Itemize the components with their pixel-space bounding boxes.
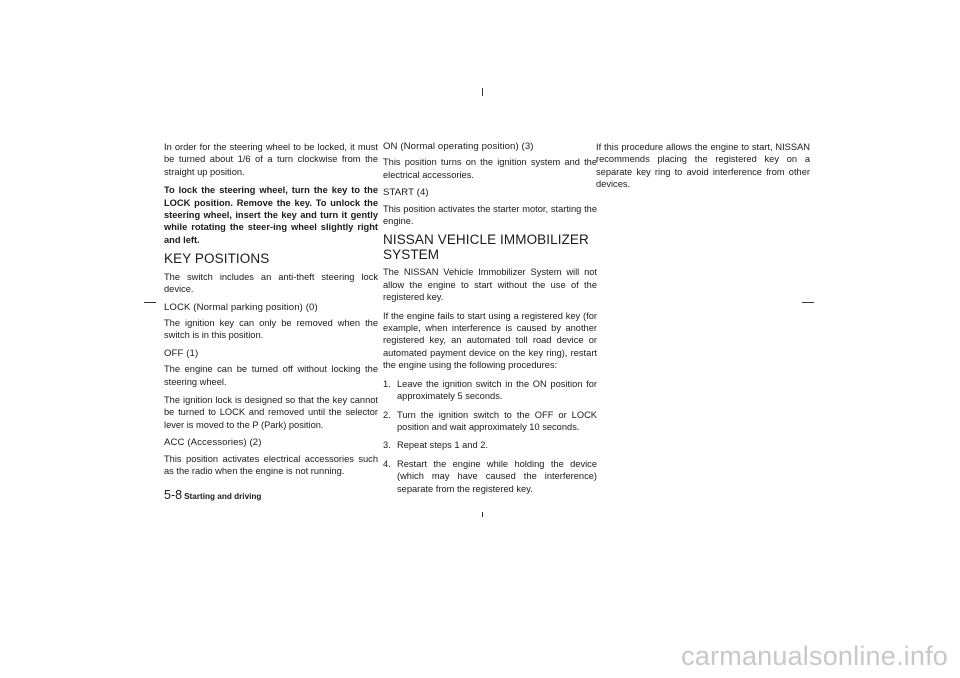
off-position-paragraph-1: The engine can be turned off without locking the steering wheel.: [164, 364, 378, 387]
on-position-subheading: ON (Normal operating position) (3): [383, 141, 534, 152]
crop-mark-right: [802, 302, 814, 303]
crop-mark-left: [144, 302, 156, 303]
recommendation-paragraph: If this procedure allows the engine to start, NISSAN recommends placing the registered key on a separate key ring to avoid interference from other devices.: [596, 142, 810, 190]
page-footer: [164, 488, 261, 502]
lock-position-subheading: LOCK (Normal parking position) (0): [164, 301, 318, 313]
restart-procedure-list: [383, 378, 597, 495]
list-item: [383, 458, 597, 495]
step-number: 1.: [383, 378, 391, 389]
off-position-paragraph-2: The ignition lock is designed so that the key cannot be turned to LOCK and removed until the selector lever is moved to the P (Park) position.: [164, 395, 378, 430]
immobilizer-heading: NISSAN VEHICLE IMMOBILIZER SYSTEM: [383, 232, 589, 262]
steering-lock-paragraph: In order for the steering wheel to be locked, it must be turned about 1/6 of a turn clockwise from the straight up position.: [164, 142, 378, 177]
text-column-3: [596, 141, 810, 197]
list-item: [383, 439, 597, 451]
list-item: [383, 378, 597, 403]
immobilizer-paragraph-1: The NISSAN Vehicle Immobilizer System will not allow the engine to start without the use of the registered key.: [383, 267, 597, 303]
lock-instructions-paragraph: To lock the steering wheel, turn the key to the LOCK position. Remove the key. To unlock the steering wheel, insert the key and turn it gently while rotating the steer-ing wheel slightly right and left.: [164, 185, 378, 245]
crop-mark-top: [482, 88, 483, 96]
on-position-paragraph: This position turns on the ignition system and the electrical accessories.: [383, 157, 597, 180]
step-text: Repeat steps 1 and 2.: [397, 440, 488, 451]
immobilizer-paragraph-2: If the engine fails to start using a registered key (for example, when interference is caused by another registered key, an automated toll road device or automated payment device on the key ring), restart the engine using the following procedures:: [383, 310, 597, 371]
switch-description-paragraph: The switch includes an anti-theft steering lock device.: [164, 271, 378, 295]
list-item: [383, 409, 597, 434]
step-number: 3.: [383, 440, 391, 451]
key-positions-heading: KEY POSITIONS: [164, 251, 270, 267]
lock-position-paragraph: The ignition key can only be removed when the switch is in this position.: [164, 317, 378, 341]
step-number: 2.: [383, 409, 391, 420]
page-number: 5-8: [164, 488, 183, 502]
start-position-subheading: START (4): [383, 187, 429, 199]
step-text: Turn the ignition switch to the OFF or LOCK position and wait approximately 10 seconds.: [397, 409, 597, 432]
crop-mark-bottom: [482, 512, 483, 517]
step-text: Leave the ignition switch in the ON position for approximately 5 seconds.: [397, 378, 597, 402]
text-column-2: [383, 141, 597, 501]
acc-position-subheading: ACC (Accessories) (2): [164, 437, 262, 449]
start-position-paragraph: This position activates the starter motor, starting the engine.: [383, 203, 597, 227]
text-column-1: [164, 141, 378, 483]
acc-position-paragraph: This position activates electrical accessories such as the radio when the engine is not running.: [164, 453, 378, 477]
watermark-text: carmanualsonline.info: [681, 641, 948, 671]
step-text: Restart the engine while holding the device (which may have caused the interference) separate from the registered key.: [397, 458, 597, 494]
section-title: Starting and driving: [184, 492, 262, 501]
step-number: 4.: [383, 458, 391, 469]
off-position-subheading: OFF (1): [164, 347, 199, 359]
